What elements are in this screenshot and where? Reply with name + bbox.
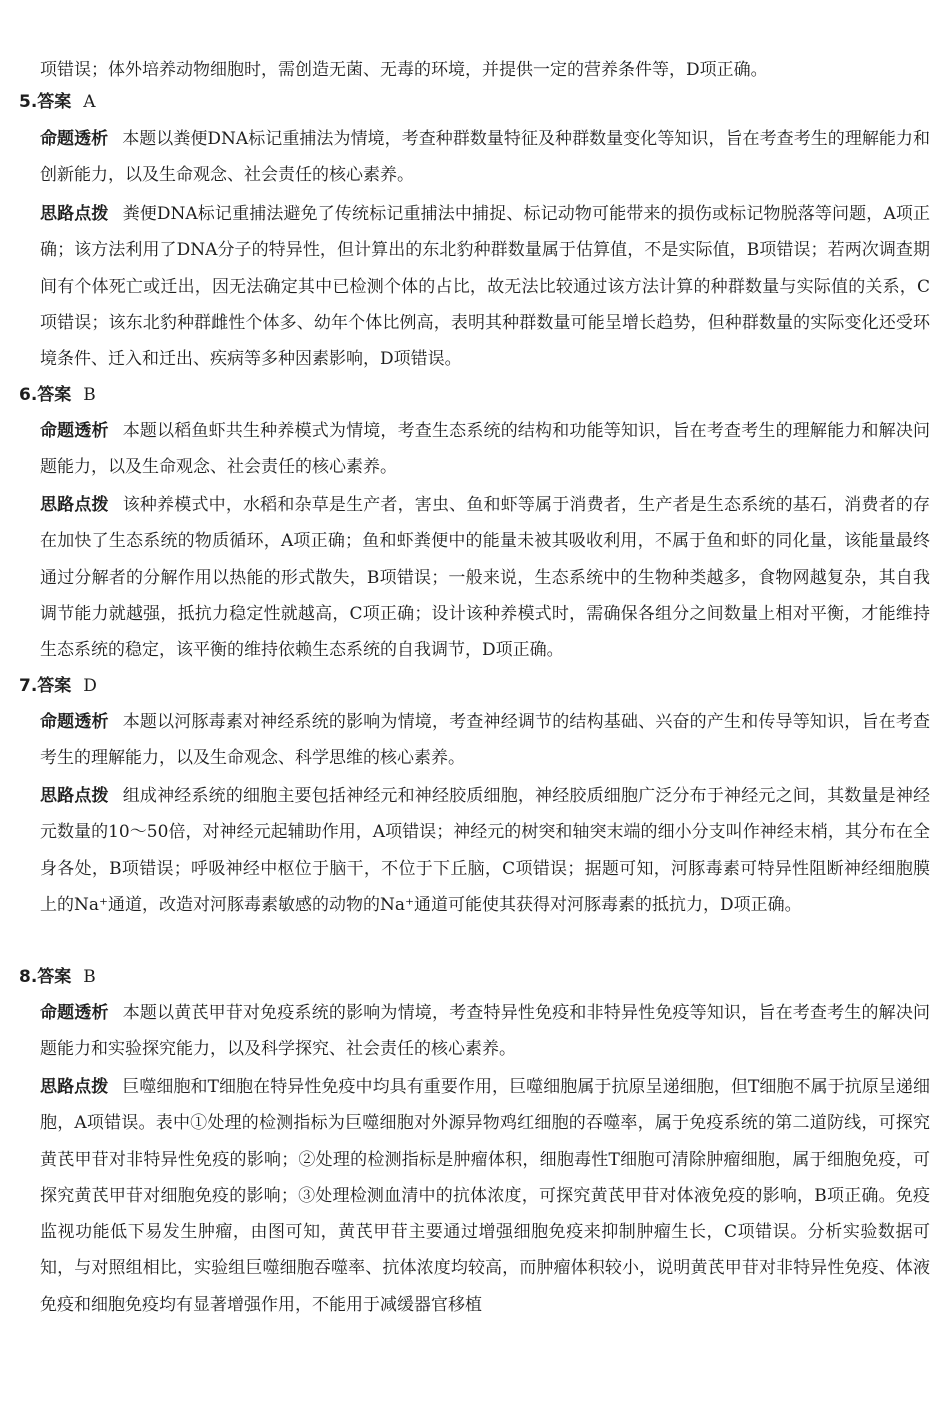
question-5-analysis — [40, 196, 930, 377]
question-6-intent — [40, 413, 930, 486]
answer-label: 答案 — [37, 385, 72, 405]
intent-text: 本题以稻鱼虾共生种养模式为情境，考查生态系统的结构和功能等知识，旨在考查考生的理解能力和解决问题能力，以及生命观念、社会责任的核心素养。 — [40, 421, 931, 478]
analysis-text: 粪便DNA标记重捕法避免了传统标记重捕法中捕捉、标记动物可能带来的损伤或标记物脱落等问题，A项正确；该方法利用了DNA分子的特异性，但计算出的东北豹种群数量属于估算值，不是实际值，B项错误；若两次调查期间有个体死亡或迁出，因无法确定其中已检测个体的占比，故无法比较通过该方法计算的种群数量与实际值的关系，C项错误；该东北豹种群雌性个体多、幼年个体比例高，表明其种群数量可能呈增长趋势，但种群数量的实际变化还受环境条件、迁入和迁出、疾病等多种因素影响，D项错误。 — [40, 204, 931, 370]
answer-value: D — [83, 676, 97, 696]
question-6-header — [19, 377, 96, 413]
question-number: 8. — [19, 967, 38, 987]
question-6-analysis — [40, 487, 930, 668]
intent-text: 本题以粪便DNA标记重捕法为情境，考查种群数量特征及种群数量变化等知识，旨在考查考生的理解能力和创新能力，以及生命观念、社会责任的核心素养。 — [40, 129, 931, 186]
intent-text: 本题以河豚毒素对神经系统的影响为情境，考查神经调节的结构基础、兴奋的产生和传导等知识，旨在考查考生的理解能力，以及生命观念、科学思维的核心素养。 — [40, 712, 931, 769]
intent-label: 命题透析 — [40, 1003, 109, 1023]
answer-value: B — [83, 385, 96, 405]
question-7-intent — [40, 704, 930, 777]
question-8-analysis — [40, 1069, 930, 1323]
question-8-header — [19, 959, 96, 995]
answer-label: 答案 — [37, 92, 72, 112]
answer-label: 答案 — [37, 676, 72, 696]
intent-label: 命题透析 — [40, 421, 109, 441]
analysis-text: 该种养模式中，水稻和杂草是生产者，害虫、鱼和虾等属于消费者，生产者是生态系统的基石，消费者的存在加快了生态系统的物质循环，A项正确；鱼和虾粪便中的能量未被其吸收利用，不属于鱼和虾的同化量，该能量最终通过分解者的分解作用以热能的形式散失，B项错误；一般来说，生态系统中的生物种类越多，食物网越复杂，其自我调节能力就越强，抵抗力稳定性就越高，C项正确；设计该种养模式时，需确保各组分之间数量上相对平衡，才能维持生态系统的稳定，该平衡的维持依赖生态系统的自我调节，D项正确。 — [40, 495, 931, 661]
intent-label: 命题透析 — [40, 712, 109, 732]
answer-value: B — [83, 967, 96, 987]
question-number: 7. — [19, 676, 38, 696]
intent-label: 命题透析 — [40, 129, 109, 149]
analysis-label: 思路点拨 — [40, 204, 109, 224]
intent-text: 本题以黄芪甲苷对免疫系统的影响为情境，考查特异性免疫和非特异性免疫等知识，旨在考查考生的解决问题能力和实验探究能力，以及科学探究、社会责任的核心素养。 — [40, 1003, 931, 1060]
answer-label: 答案 — [37, 967, 72, 987]
question-number: 6. — [19, 385, 38, 405]
question-5-intent — [40, 121, 930, 194]
question-8-intent — [40, 995, 930, 1068]
analysis-label: 思路点拨 — [40, 1077, 109, 1097]
analysis-text: 组成神经系统的细胞主要包括神经元和神经胶质细胞，神经胶质细胞广泛分布于神经元之间，其数量是神经元数量的10～50倍，对神经元起辅助作用，A项错误；神经元的树突和轴突末端的细小分支叫作神经末梢，其分布在全身各处，B项错误；呼吸神经中枢位于脑干，不位于下丘脑，C项错误；据题可知，河豚毒素可特异性阻断神经细胞膜上的Na⁺通道，改造对河豚毒素敏感的动物的Na⁺通道可能使其获得对河豚毒素的抵抗力，D项正确。 — [40, 786, 931, 915]
answer-value: A — [83, 92, 96, 112]
question-7-analysis — [40, 778, 930, 923]
question-5-header — [19, 84, 96, 120]
analysis-label: 思路点拨 — [40, 786, 109, 806]
analysis-text: 巨噬细胞和T细胞在特异性免疫中均具有重要作用，巨噬细胞属于抗原呈递细胞，但T细胞不属于抗原呈递细胞，A项错误。表中①处理的检测指标为巨噬细胞对外源异物鸡红细胞的吞噬率，属于免疫系统的第二道防线，可探究黄芪甲苷对非特异性免疫的影响；②处理的检测指标是肿瘤体积，细胞毒性T细胞可清除肿瘤细胞，属于细胞免疫，可探究黄芪甲苷对细胞免疫的影响；③处理检测血清中的抗体浓度，可探究黄芪甲苷对体液免疫的影响，B项正确。免疫监视功能低下易发生肿瘤，由图可知，黄芪甲苷主要通过增强细胞免疫来抑制肿瘤生长，C项错误。分析实验数据可知，与对照组相比，实验组巨噬细胞吞噬率、抗体浓度均较高，而肿瘤体积较小，说明黄芪甲苷对非特异性免疫、体液免疫和细胞免疫均有显著增强作用，不能用于减缓器官移植 — [40, 1077, 930, 1315]
question-7-header — [19, 668, 97, 704]
analysis-label: 思路点拨 — [40, 495, 109, 515]
continuation-text: 项错误；体外培养动物细胞时，需创造无菌、无毒的环境，并提供一定的营养条件等，D项正确。 — [40, 60, 768, 80]
question-number: 5. — [19, 92, 38, 112]
